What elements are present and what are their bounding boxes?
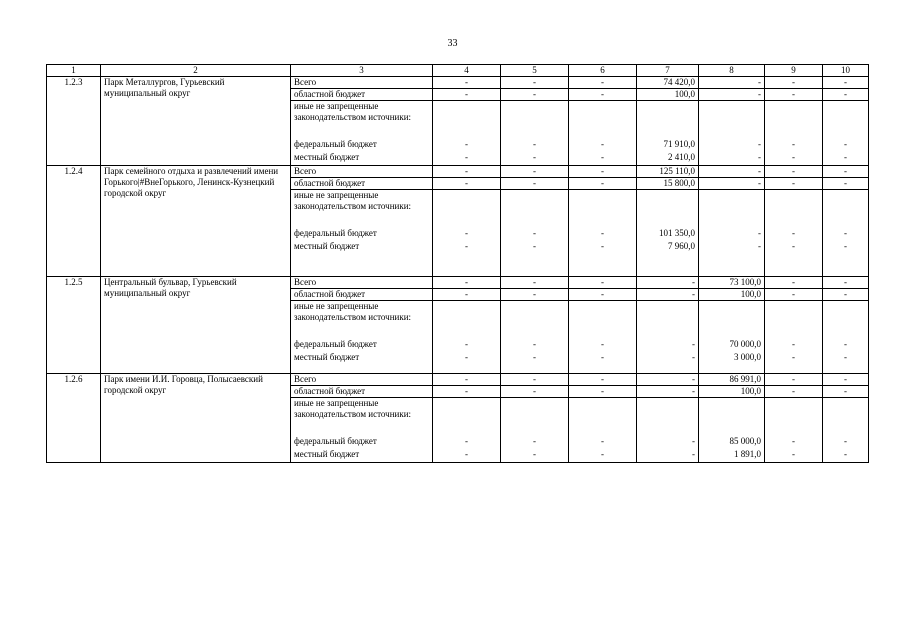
- value-cell-col6: -: [569, 449, 637, 463]
- value-cell-col10: -: [823, 432, 869, 449]
- value-cell-col9: -: [765, 89, 823, 101]
- value-cell-col4: -: [433, 277, 501, 289]
- value-cell-col7: -: [637, 352, 699, 374]
- value-cell-col6: [569, 398, 637, 433]
- value-cell-col9: -: [765, 289, 823, 301]
- value-cell-col9: -: [765, 178, 823, 190]
- value-cell-col9: -: [765, 386, 823, 398]
- value-cell-col8: 100,0: [699, 386, 765, 398]
- value-cell-col6: -: [569, 289, 637, 301]
- value-cell-col8: [699, 190, 765, 225]
- value-cell-col10: [823, 190, 869, 225]
- value-cell-col6: -: [569, 335, 637, 352]
- value-cell-col10: -: [823, 352, 869, 374]
- value-cell-col8: [699, 398, 765, 433]
- item-number: 1.2.6: [47, 374, 101, 463]
- value-cell-col9: -: [765, 352, 823, 374]
- page-number: 33: [447, 38, 458, 49]
- value-cell-col4: -: [433, 135, 501, 152]
- value-cell-col6: -: [569, 277, 637, 289]
- value-cell-col5: -: [501, 224, 569, 241]
- value-cell-col8: -: [699, 77, 765, 89]
- value-cell-col5: -: [501, 178, 569, 190]
- value-cell-col5: -: [501, 352, 569, 374]
- value-cell-col9: -: [765, 432, 823, 449]
- value-cell-col7: 74 420,0: [637, 77, 699, 89]
- value-cell-col8: 73 100,0: [699, 277, 765, 289]
- value-cell-col7: -: [637, 432, 699, 449]
- value-cell-col7: 2 410,0: [637, 152, 699, 166]
- value-cell-col4: -: [433, 89, 501, 101]
- funding-source-label: местный бюджет: [291, 241, 433, 277]
- column-number: 4: [433, 65, 501, 77]
- total-row: [47, 166, 869, 178]
- value-cell-col6: [569, 101, 637, 136]
- value-cell-col6: [569, 301, 637, 336]
- column-number: 3: [291, 65, 433, 77]
- value-cell-col8: -: [699, 135, 765, 152]
- value-cell-col10: -: [823, 224, 869, 241]
- value-cell-col6: -: [569, 77, 637, 89]
- funding-source-label: Всего: [291, 77, 433, 89]
- column-number-row: [47, 65, 869, 77]
- item-number: 1.2.4: [47, 166, 101, 277]
- item-number: 1.2.5: [47, 277, 101, 374]
- value-cell-col10: -: [823, 374, 869, 386]
- value-cell-col5: -: [501, 386, 569, 398]
- value-cell-col4: -: [433, 352, 501, 374]
- value-cell-col8: 86 991,0: [699, 374, 765, 386]
- value-cell-col8: [699, 301, 765, 336]
- value-cell-col4: [433, 301, 501, 336]
- value-cell-col8: -: [699, 241, 765, 277]
- value-cell-col4: -: [433, 224, 501, 241]
- funding-source-label: областной бюджет: [291, 178, 433, 190]
- value-cell-col6: -: [569, 166, 637, 178]
- value-cell-col7: -: [637, 289, 699, 301]
- value-cell-col9: [765, 301, 823, 336]
- value-cell-col4: [433, 190, 501, 225]
- value-cell-col7: 100,0: [637, 89, 699, 101]
- value-cell-col9: -: [765, 449, 823, 463]
- value-cell-col8: 85 000,0: [699, 432, 765, 449]
- value-cell-col5: -: [501, 335, 569, 352]
- value-cell-col4: -: [433, 241, 501, 277]
- funding-source-label: Всего: [291, 166, 433, 178]
- value-cell-col4: -: [433, 289, 501, 301]
- value-cell-col6: -: [569, 152, 637, 166]
- value-cell-col10: -: [823, 89, 869, 101]
- funding-source-label: местный бюджет: [291, 352, 433, 374]
- value-cell-col9: [765, 398, 823, 433]
- value-cell-col7: [637, 301, 699, 336]
- value-cell-col6: [569, 190, 637, 225]
- value-cell-col5: -: [501, 77, 569, 89]
- column-number: 7: [637, 65, 699, 77]
- value-cell-col9: [765, 101, 823, 136]
- value-cell-col4: -: [433, 152, 501, 166]
- value-cell-col10: -: [823, 386, 869, 398]
- value-cell-col6: -: [569, 374, 637, 386]
- column-number: 2: [101, 65, 291, 77]
- value-cell-col6: -: [569, 89, 637, 101]
- funding-source-label: федеральный бюджет: [291, 135, 433, 152]
- value-cell-col4: -: [433, 432, 501, 449]
- total-row: [47, 77, 869, 89]
- column-number: 9: [765, 65, 823, 77]
- value-cell-col5: -: [501, 289, 569, 301]
- value-cell-col10: [823, 101, 869, 136]
- value-cell-col4: -: [433, 335, 501, 352]
- value-cell-col9: -: [765, 224, 823, 241]
- value-cell-col8: -: [699, 178, 765, 190]
- value-cell-col10: -: [823, 277, 869, 289]
- value-cell-col5: -: [501, 432, 569, 449]
- value-cell-col9: -: [765, 135, 823, 152]
- total-row: [47, 277, 869, 289]
- funding-source-label: областной бюджет: [291, 89, 433, 101]
- value-cell-col7: 15 800,0: [637, 178, 699, 190]
- value-cell-col10: -: [823, 289, 869, 301]
- value-cell-col4: -: [433, 178, 501, 190]
- funding-source-label: иные не запрещенные законодательством источники:: [291, 190, 433, 225]
- value-cell-col6: -: [569, 386, 637, 398]
- value-cell-col9: -: [765, 335, 823, 352]
- value-cell-col5: [501, 398, 569, 433]
- value-cell-col4: -: [433, 386, 501, 398]
- value-cell-col7: [637, 101, 699, 136]
- value-cell-col10: [823, 398, 869, 433]
- value-cell-col6: -: [569, 241, 637, 277]
- column-number: 6: [569, 65, 637, 77]
- value-cell-col5: -: [501, 241, 569, 277]
- funding-source-label: Всего: [291, 374, 433, 386]
- value-cell-col5: -: [501, 277, 569, 289]
- funding-source-label: федеральный бюджет: [291, 335, 433, 352]
- value-cell-col9: -: [765, 241, 823, 277]
- value-cell-col8: [699, 101, 765, 136]
- value-cell-col9: -: [765, 374, 823, 386]
- value-cell-col7: [637, 398, 699, 433]
- value-cell-col5: [501, 190, 569, 225]
- park-name: Парк Металлургов, Гурьевский муниципальный округ: [101, 77, 291, 166]
- value-cell-col4: [433, 101, 501, 136]
- value-cell-col10: -: [823, 152, 869, 166]
- value-cell-col6: -: [569, 224, 637, 241]
- funding-source-label: областной бюджет: [291, 386, 433, 398]
- value-cell-col7: 101 350,0: [637, 224, 699, 241]
- value-cell-col10: -: [823, 135, 869, 152]
- column-number: 8: [699, 65, 765, 77]
- value-cell-col8: -: [699, 152, 765, 166]
- value-cell-col9: -: [765, 277, 823, 289]
- value-cell-col8: 1 891,0: [699, 449, 765, 463]
- budget-table: [46, 64, 869, 463]
- value-cell-col6: -: [569, 135, 637, 152]
- value-cell-col6: -: [569, 352, 637, 374]
- value-cell-col8: -: [699, 224, 765, 241]
- value-cell-col5: [501, 101, 569, 136]
- park-name: Парк имени И.И. Горовца, Полысаевский городской округ: [101, 374, 291, 463]
- funding-source-label: иные не запрещенные законодательством источники:: [291, 101, 433, 136]
- value-cell-col8: -: [699, 89, 765, 101]
- value-cell-col4: -: [433, 449, 501, 463]
- value-cell-col7: 7 960,0: [637, 241, 699, 277]
- funding-source-label: Всего: [291, 277, 433, 289]
- value-cell-col10: -: [823, 241, 869, 277]
- value-cell-col4: -: [433, 374, 501, 386]
- value-cell-col5: [501, 301, 569, 336]
- value-cell-col10: -: [823, 449, 869, 463]
- value-cell-col4: [433, 398, 501, 433]
- value-cell-col7: -: [637, 374, 699, 386]
- value-cell-col7: -: [637, 449, 699, 463]
- value-cell-col9: [765, 190, 823, 225]
- value-cell-col6: -: [569, 432, 637, 449]
- value-cell-col5: -: [501, 152, 569, 166]
- value-cell-col7: -: [637, 386, 699, 398]
- value-cell-col8: 70 000,0: [699, 335, 765, 352]
- value-cell-col6: -: [569, 178, 637, 190]
- value-cell-col8: 100,0: [699, 289, 765, 301]
- value-cell-col9: -: [765, 152, 823, 166]
- value-cell-col7: 71 910,0: [637, 135, 699, 152]
- value-cell-col5: -: [501, 374, 569, 386]
- funding-source-label: федеральный бюджет: [291, 224, 433, 241]
- value-cell-col8: -: [699, 166, 765, 178]
- column-number: 10: [823, 65, 869, 77]
- value-cell-col10: -: [823, 335, 869, 352]
- value-cell-col4: -: [433, 77, 501, 89]
- value-cell-col7: 125 110,0: [637, 166, 699, 178]
- funding-source-label: местный бюджет: [291, 449, 433, 463]
- funding-source-label: местный бюджет: [291, 152, 433, 166]
- value-cell-col5: -: [501, 135, 569, 152]
- park-name: Парк семейного отдыха и развлечений имени Горького|#ВнеГорького, Ленинск-Кузнецкий городской округ: [101, 166, 291, 277]
- funding-source-label: федеральный бюджет: [291, 432, 433, 449]
- value-cell-col10: [823, 301, 869, 336]
- value-cell-col5: -: [501, 449, 569, 463]
- value-cell-col4: -: [433, 166, 501, 178]
- funding-source-label: областной бюджет: [291, 289, 433, 301]
- value-cell-col10: -: [823, 77, 869, 89]
- value-cell-col5: -: [501, 89, 569, 101]
- column-number: 1: [47, 65, 101, 77]
- item-number: 1.2.3: [47, 77, 101, 166]
- value-cell-col9: -: [765, 77, 823, 89]
- value-cell-col7: [637, 190, 699, 225]
- value-cell-col7: -: [637, 277, 699, 289]
- park-name: Центральный бульвар, Гурьевский муниципальный округ: [101, 277, 291, 374]
- value-cell-col9: -: [765, 166, 823, 178]
- funding-source-label: иные не запрещенные законодательством источники:: [291, 398, 433, 433]
- value-cell-col8: 3 000,0: [699, 352, 765, 374]
- value-cell-col10: -: [823, 166, 869, 178]
- column-number: 5: [501, 65, 569, 77]
- total-row: [47, 374, 869, 386]
- value-cell-col10: -: [823, 178, 869, 190]
- funding-source-label: иные не запрещенные законодательством источники:: [291, 301, 433, 336]
- value-cell-col7: -: [637, 335, 699, 352]
- value-cell-col5: -: [501, 166, 569, 178]
